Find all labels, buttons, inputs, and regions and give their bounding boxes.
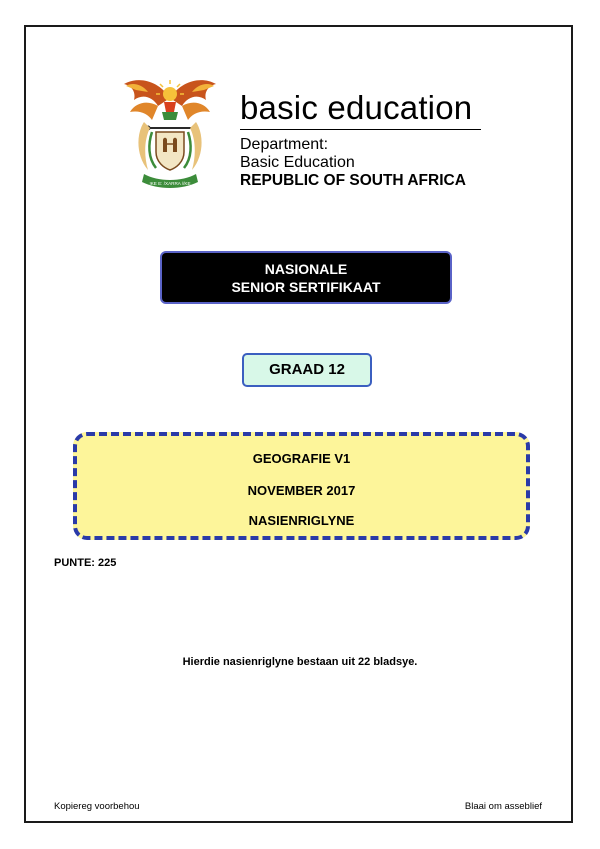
total-marks: PUNTE: 225 <box>54 557 117 569</box>
page-count-note: Hierdie nasienriglyne bestaan uit 22 bladsye. <box>182 656 418 668</box>
copyright-footer: Kopiereg voorbehou <box>54 801 140 812</box>
country-name: REPUBLIC OF SOUTH AFRICA <box>240 172 466 189</box>
subject-title: GEOGRAFIE V1 <box>252 451 351 466</box>
grade-box: GRAAD 12 <box>242 353 372 387</box>
certificate-title-box <box>160 251 452 304</box>
svg-text:!KE E: /XARRA //KE: !KE E: /XARRA //KE <box>149 181 191 186</box>
certificate-line-2: SENIOR SERTIFIKAAT <box>231 279 381 295</box>
department-name: Basic Education <box>240 154 355 171</box>
certificate-line-1: NASIONALE <box>264 261 348 277</box>
department-logo <box>240 90 490 190</box>
department-label: Department: <box>240 136 329 153</box>
brand-underline <box>240 129 481 130</box>
subject-box <box>73 432 530 540</box>
exam-session: NOVEMBER 2017 <box>247 483 356 498</box>
coat-of-arms-icon <box>118 70 222 192</box>
turn-page-footer: Blaai om asseblief <box>464 801 542 812</box>
brand-title: basic education <box>240 89 473 126</box>
document-type: NASIENRIGLYNE <box>248 513 355 528</box>
